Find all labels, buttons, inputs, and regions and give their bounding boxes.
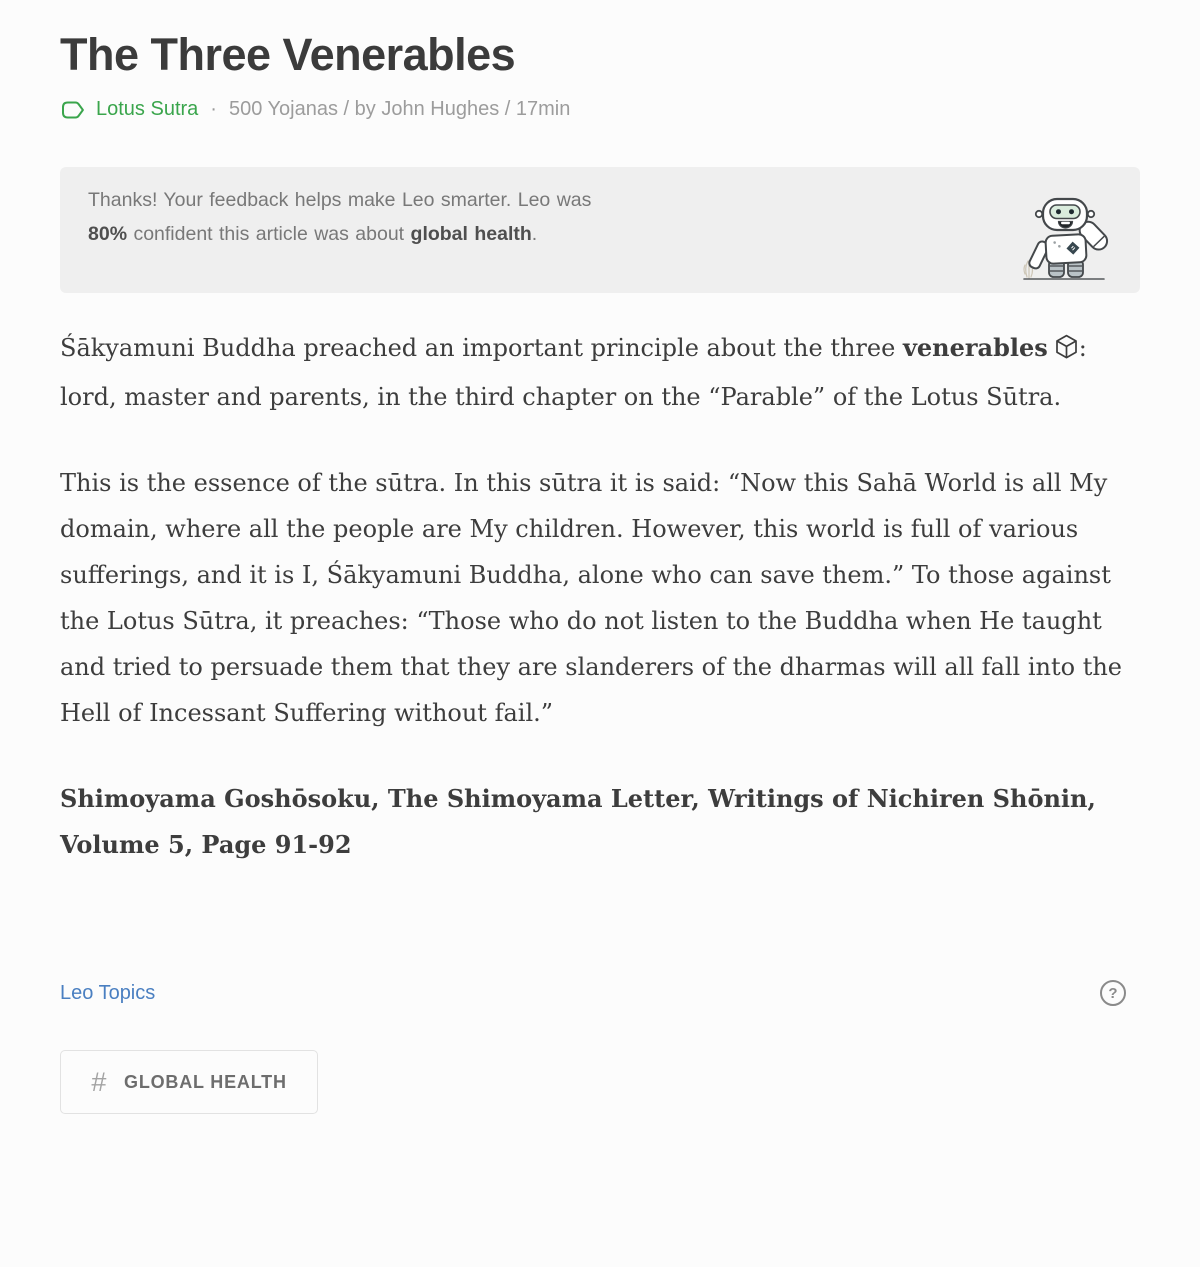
page-title: The Three Venerables	[60, 29, 516, 80]
confidence-value: 80%	[88, 223, 128, 245]
leo-feedback-banner	[60, 167, 1140, 293]
paragraph-2: This is the essence of the sūtra. In this sūtra it is said: “Now this Sahā World is all My domain, where all the people are My children. However, this world is full of various sufferings, and it is I, Śākyamuni Buddha, alone who can save them.” To those against the Lotus Sūtra, it preaches: “Those who do not listen to the Buddha when He taught and tried to persuade them that they are slanderers of the dharmas will all fall into the Hell of Incessant Suffering without fail.”	[60, 469, 1123, 727]
source-link[interactable]	[60, 98, 198, 121]
feedback-text: .	[531, 223, 538, 245]
leo-topics-link[interactable]: Leo Topics	[60, 981, 156, 1004]
topic-tags-row	[60, 1050, 1140, 1114]
leo-robot-illustration-icon	[1016, 194, 1112, 289]
article-body	[60, 325, 1140, 868]
help-icon[interactable]: ?	[1100, 980, 1126, 1006]
topic-tag-label: GLOBAL HEALTH	[124, 1071, 287, 1092]
topic-tag-global-health[interactable]	[60, 1050, 318, 1114]
topic-name: global health	[410, 223, 532, 245]
publication-name: 500 Yojanas	[228, 98, 338, 120]
dot-separator: ·	[210, 98, 217, 120]
hash-icon: #	[91, 1066, 107, 1097]
leo-feedback-text	[88, 183, 628, 251]
slash-separator: /	[499, 98, 516, 120]
tag-icon	[60, 99, 86, 121]
paragraph-text: : lord, master and parents, in the third chapter on the “Parable” of the Lotus Sūtra.	[60, 334, 1087, 411]
cube-icon	[1055, 328, 1078, 374]
leo-topics-header	[60, 980, 1140, 1006]
slash-separator: /	[337, 98, 355, 120]
citation-paragraph: Shimoyama Goshōsoku, The Shimoyama Letter, Writings of Nichiren Shōnin, Volume 5, Page 91-92	[60, 784, 1096, 859]
paragraph-1	[60, 325, 1140, 420]
article-meta	[60, 98, 1140, 121]
feedback-text: Thanks! Your feedback helps make Leo smarter. Leo was	[88, 189, 592, 211]
author-name: by John Hughes	[354, 98, 500, 120]
read-time: 17min	[515, 98, 571, 120]
article-page	[60, 0, 1140, 1114]
venerables-bold: venerables	[902, 333, 1048, 362]
paragraph-text: Śākyamuni Buddha preached an important principle about the three	[60, 334, 903, 362]
feedback-text: confident this article was about	[127, 223, 411, 245]
source-label: Lotus Sutra	[96, 98, 199, 120]
